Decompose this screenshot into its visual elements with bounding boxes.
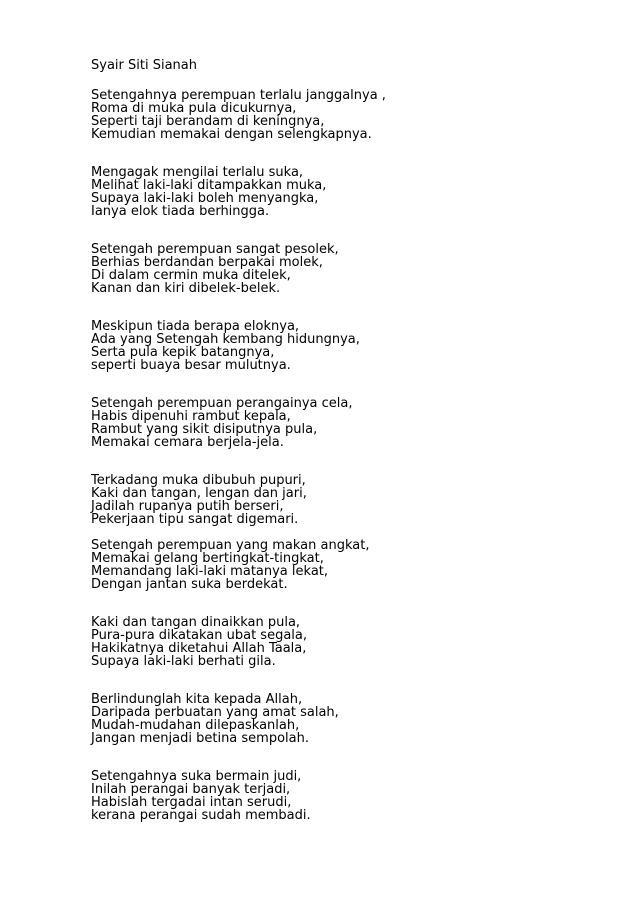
- verse-line: kerana perangai sudah membadi.: [91, 808, 311, 823]
- verse-line: Jadilah rupanya putih berseri,: [91, 499, 284, 514]
- verse-line: Supaya laki-laki berhati gila.: [91, 654, 276, 669]
- verse-line: Setengah perempuan yang makan angkat,: [91, 538, 370, 553]
- poem-title: Syair Siti Sianah: [91, 58, 197, 73]
- verse-line: Memakai gelang bertingkat-tingkat,: [91, 551, 324, 566]
- stanza: [91, 539, 369, 591]
- verse-line: Habislah tergadai intan serudi,: [91, 795, 292, 810]
- verse-line: Hakikatnya diketahui Allah Taala,: [91, 641, 307, 656]
- verse-line: Kaki dan tangan dinaikkan pula,: [91, 615, 301, 630]
- verse-line: Di dalam cermin muka ditelek,: [91, 268, 291, 283]
- verse-line: Roma di muka pula dicukurnya,: [91, 101, 297, 116]
- verse-line: Meskipun tiada berapa eloknya,: [91, 319, 300, 334]
- verse-line: Dengan jantan suka berdekat.: [91, 577, 288, 592]
- verse-line: Berhias berdandan berpakai molek,: [91, 255, 323, 270]
- verse-line: Setengah perempuan perangainya cela,: [91, 396, 353, 411]
- stanza: [91, 693, 339, 745]
- verse-line: Mudah-mudahan dilepaskanlah,: [91, 718, 300, 733]
- verse-line: Ada yang Setengah kembang hidungnya,: [91, 332, 360, 347]
- verse-line: Kanan dan kiri dibelek-belek.: [91, 281, 281, 296]
- verse-line: Pura-pura dikatakan ubat segala,: [91, 628, 308, 643]
- verse-line: Inilah perangai banyak terjadi,: [91, 782, 291, 797]
- verse-line: Melihat laki-laki ditampakkan muka,: [91, 178, 327, 193]
- verse-line: Berlindunglah kita kepada Allah,: [91, 692, 303, 707]
- verse-line: Rambut yang sikit disiputnya pula,: [91, 422, 318, 437]
- stanza: [91, 166, 326, 218]
- stanza: [91, 770, 311, 822]
- stanza: [91, 616, 307, 668]
- verse-line: Serta pula kepik batangnya,: [91, 345, 275, 360]
- verse-line: Habis dipenuhi rambut kepala,: [91, 409, 291, 424]
- stanza: [91, 320, 360, 372]
- verse-line: Terkadang muka dibubuh pupuri,: [91, 473, 306, 488]
- verse-line: Ianya elok tiada berhingga.: [91, 204, 270, 219]
- verse-line: Supaya laki-laki boleh menyangka,: [91, 191, 319, 206]
- verse-line: Mengagak mengilai terlalu suka,: [91, 165, 304, 180]
- stanza: [91, 243, 339, 295]
- verse-line: Memandang laki-laki matanya lekat,: [91, 564, 329, 579]
- stanza: [91, 474, 307, 526]
- stanza: [91, 89, 386, 141]
- stanza: [91, 397, 353, 449]
- verse-line: Kemudian memakai dengan selengkapnya.: [91, 127, 372, 142]
- verse-line: Setengah perempuan sangat pesolek,: [91, 242, 339, 257]
- verse-line: seperti buaya besar mulutnya.: [91, 358, 291, 373]
- verse-line: Pekerjaan tipu sangat digemari.: [91, 512, 299, 527]
- verse-line: Jangan menjadi betina sempolah.: [91, 731, 309, 746]
- verse-line: Memakai cemara berjela-jela.: [91, 435, 284, 450]
- verse-line: Setengahnya perempuan terlalu janggalnya ,: [91, 88, 386, 103]
- verse-line: Seperti taji berandam di keningnya,: [91, 114, 325, 129]
- verse-line: Kaki dan tangan, lengan dan jari,: [91, 486, 307, 501]
- verse-line: Daripada perbuatan yang amat salah,: [91, 705, 339, 720]
- verse-line: Setengahnya suka bermain judi,: [91, 769, 302, 784]
